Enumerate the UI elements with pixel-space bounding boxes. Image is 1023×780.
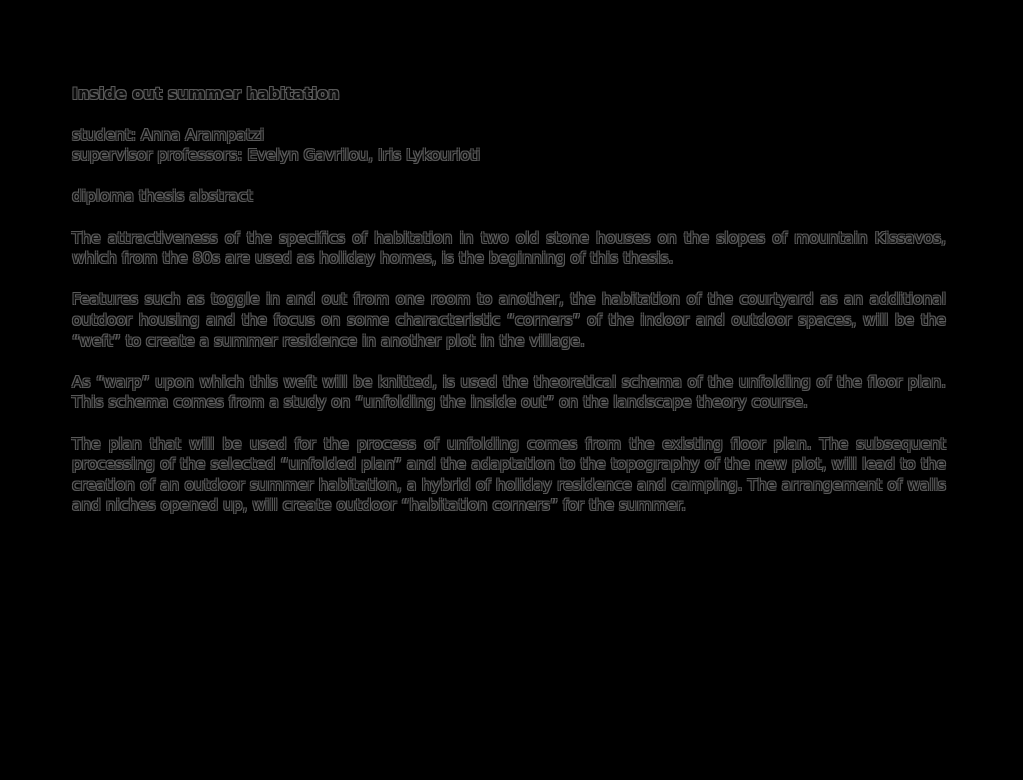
- student-line: student: Anna Arampatzi: [72, 125, 265, 144]
- abstract-paragraph-2: Features such as toggle in and out from one room to another, the habitation of the courtyard as an additional outdoor housing and the focus on some characteristic “corners” of the indoor and outdoor spaces, will be the “weft” to create a summer residence in another plot in the village.: [72, 290, 946, 350]
- abstract-paragraph-1: The attractiveness of the specifics of habitation in two old stone houses on the slopes of mountain Kissavos, which from the 80s are used as holiday homes, is the beginning of this thesis.: [72, 228, 946, 268]
- document-title: Inside out summer habitation: [72, 84, 340, 103]
- supervisors-line: supervisor professors: Evelyn Gavrilou, Iris Lykourioti: [72, 146, 481, 165]
- section-label: diploma thesis abstract: [72, 187, 253, 206]
- abstract-paragraph-3: As “warp” upon which this weft will be knitted, is used the theoretical schema of the unfolding of the floor plan. This schema comes from a study on “unfolding the inside out” on the landscape theory course.: [72, 372, 946, 412]
- abstract-paragraph-4: The plan that will be used for the process of unfolding comes from the existing floor plan. The subsequent processing of the selected “unfolded plan” and the adaptation to the topography of the new plot, will lead to the creation of an outdoor summer habitation, a hybrid of holiday residence and camping. The arrangement of walls and niches opened up, will create outdoor “habitation corners” for the summer.: [72, 434, 946, 515]
- credits-block: [72, 125, 946, 166]
- abstract-document: [72, 84, 946, 536]
